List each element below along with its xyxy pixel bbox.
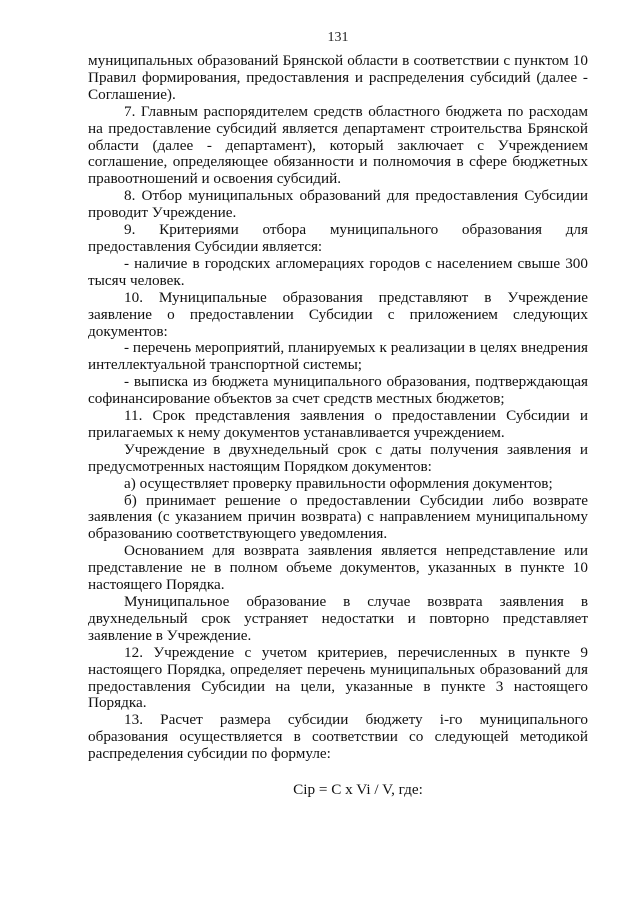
paragraph: 10. Муниципальные образования представляют в Учреждение заявление о предоставлении Субсидии с приложением следующих документов: xyxy=(88,288,588,340)
paragraph: - выписка из бюджета муниципального образования, подтверждающая софинансирование объектов за счет средств местных бюджетов; xyxy=(88,373,588,408)
paragraph: 7. Главным распорядителем средств областного бюджета по расходам на предоставление субсидий является департамент строительства Брянской области (далее - департамент), который заключает с Учреждением соглашение, определяющее обязанности и полномочия в сфере бюджетных правоотношений и освоения субсидий. xyxy=(88,102,588,188)
paragraph: Муниципальное образование в случае возврата заявления в двухнедельный срок устраняет недостатки и повторно представляет заявление в Учреждение. xyxy=(88,593,588,644)
paragraph: 13. Расчет размера субсидии бюджету i-го муниципального образования осуществляется в соответствии со следующей методикой распределения субсидии по формуле: xyxy=(88,711,588,763)
subsidy-formula: Ciр = C x Vi / V, где: xyxy=(293,781,423,799)
paragraph: 8. Отбор муниципальных образований для предоставления Субсидии проводит Учреждение. xyxy=(88,187,588,222)
paragraph: - наличие в городских агломерациях городов с населением свыше 300 тысяч человек. xyxy=(88,254,588,289)
paragraph: Учреждение в двухнедельный срок с даты получения заявления и предусмотренных настоящим Порядком документов: xyxy=(88,440,588,475)
paragraph: - перечень мероприятий, планируемых к реализации в целях внедрения интеллектуальной транспортной системы; xyxy=(88,339,588,374)
paragraph: б) принимает решение о предоставлении Субсидии либо возврате заявления (с указанием причин возврата) с направлением муниципальному образованию соответствующего уведомления. xyxy=(88,491,588,543)
paragraph: 11. Срок представления заявления о предоставлении Субсидии и прилагаемых к нему документов устанавливается учреждением. xyxy=(88,407,588,441)
paragraph: а) осуществляет проверку правильности оформления документов; xyxy=(124,474,553,492)
paragraph: муниципальных образований Брянской области в соответствии с пунктом 10 Правил формирования, предоставления и распределения субсидий (далее - Соглашение). xyxy=(88,52,588,103)
paragraph: 12. Учреждение с учетом критериев, перечисленных в пункте 9 настоящего Порядка, определяет перечень муниципальных образований для предоставления Субсидии на цели, указанные в пункте 3 настоящего Порядка. xyxy=(88,643,588,712)
document-body xyxy=(88,53,588,763)
paragraph: 9. Критериями отбора муниципального образования для предоставления Субсидии является: xyxy=(88,221,588,255)
paragraph: Основанием для возврата заявления является непредставление или представление не в полном объеме документов, указанных в пункте 10 настоящего Порядка. xyxy=(88,542,588,594)
page-number: 131 xyxy=(327,30,349,45)
